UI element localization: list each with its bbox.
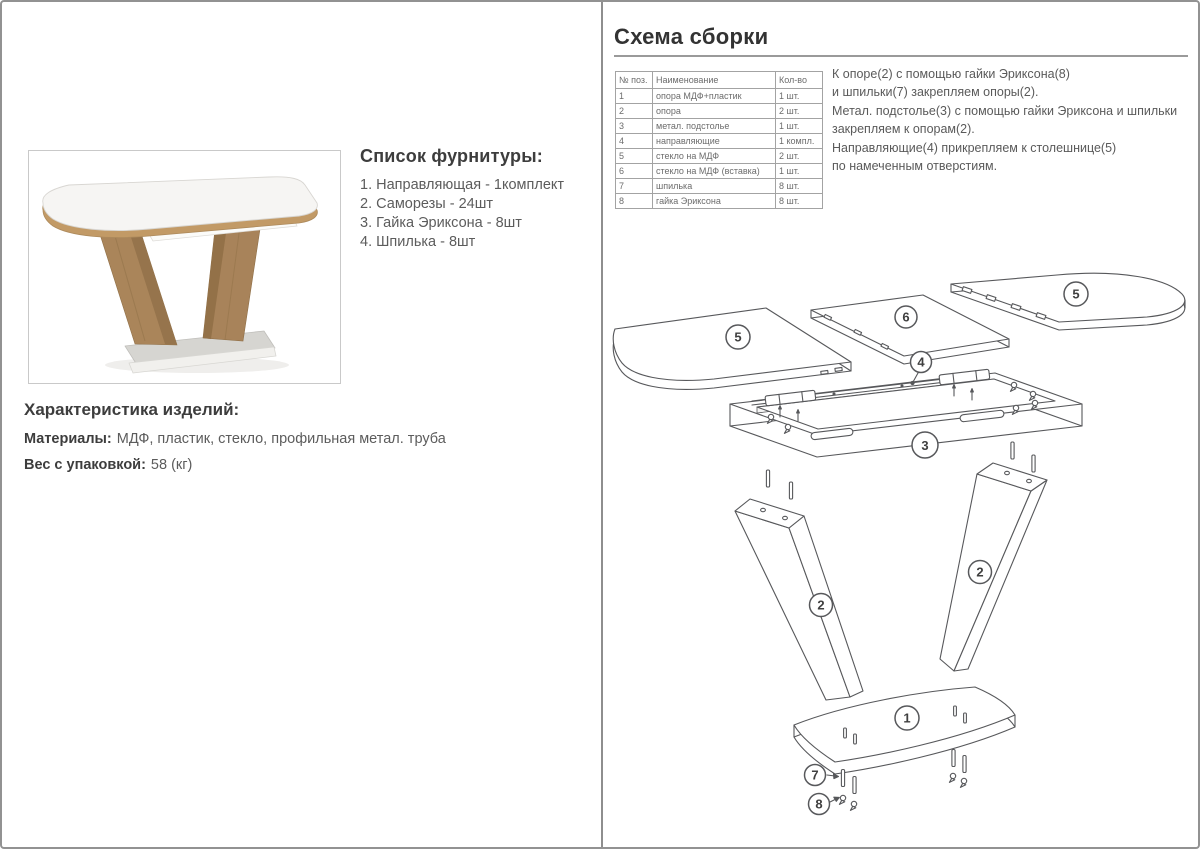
callout-3	[912, 432, 938, 458]
instruction-line: Направляющие(4) прикрепляем к столешнице(5)	[832, 140, 1117, 155]
parts-table	[615, 71, 823, 209]
cell-pos: 4	[616, 134, 653, 149]
callout-8	[809, 794, 830, 815]
parts-table-header-row	[616, 72, 823, 89]
instruction-line: и шпильки(7) закрепляем опоры(2).	[832, 85, 1039, 100]
leg-right	[940, 442, 1047, 671]
table-row	[616, 134, 823, 149]
page-title: Схема сборки	[614, 24, 769, 49]
cell-name: стекло на МДФ (вставка)	[653, 164, 776, 179]
table-row	[616, 194, 823, 209]
svg-text:2: 2	[817, 597, 825, 613]
hardware-list	[360, 146, 595, 252]
callout-5-left	[726, 325, 750, 349]
table-row	[616, 119, 823, 134]
svg-text:6: 6	[902, 309, 910, 325]
cell-name: опора	[653, 104, 776, 119]
cell-pos: 7	[616, 179, 653, 194]
callout-arrows	[827, 774, 839, 802]
header-pos: № поз.	[616, 72, 653, 89]
materials-label: Материалы:	[24, 431, 112, 447]
table-row	[616, 164, 823, 179]
cell-pos: 8	[616, 194, 653, 209]
cell-pos: 1	[616, 89, 653, 104]
cell-name: опора МДФ+пластик	[653, 89, 776, 104]
weight-value: 58 (кг)	[150, 457, 193, 473]
product-photo	[29, 151, 338, 381]
callout-2-right	[969, 561, 992, 584]
callout-5-right	[1064, 282, 1088, 306]
svg-text:1: 1	[903, 710, 911, 726]
tabletop-panel-insert	[811, 295, 1009, 364]
table-row	[616, 104, 823, 119]
cell-qty: 1 шт.	[776, 119, 823, 134]
callout-1	[895, 706, 919, 730]
header-qty: Кол-во	[776, 72, 823, 89]
cell-name: гайка Эриксона	[653, 194, 776, 209]
weight-line	[24, 457, 564, 473]
product-specs	[24, 400, 564, 483]
svg-text:5: 5	[734, 329, 742, 345]
instruction-line: Метал. подстолье(3) с помощью гайки Эриксона и шпильки	[832, 103, 1178, 118]
callout-6	[895, 306, 917, 328]
cell-name: метал. подстолье	[653, 119, 776, 134]
cell-qty: 2 шт.	[776, 149, 823, 164]
header-name: Наименование	[653, 72, 776, 89]
callout-2-left	[810, 594, 833, 617]
materials-value: МДФ, пластик, стекло, профильная метал. труба	[116, 431, 446, 447]
cell-name: направляющие	[653, 134, 776, 149]
instruction-line: К опоре(2) с помощью гайки Эриксона(8)	[832, 67, 1070, 81]
materials-line	[24, 431, 564, 447]
cell-pos: 2	[616, 104, 653, 119]
leg-left	[735, 470, 863, 700]
cell-name: шпилька	[653, 179, 776, 194]
cell-qty: 1 шт.	[776, 164, 823, 179]
hardware-item: 4. Шпилька - 8шт	[360, 234, 476, 250]
instruction-line: закрепляем к опорам(2).	[832, 122, 975, 137]
instruction-line: по намеченным отверстиям.	[832, 159, 998, 174]
weight-label: Вес с упаковкой:	[24, 457, 146, 473]
table-row	[616, 89, 823, 104]
table-row	[616, 149, 823, 164]
specs-title: Характеристика изделий:	[24, 400, 240, 419]
svg-text:5: 5	[1072, 286, 1080, 302]
svg-text:4: 4	[917, 354, 925, 370]
cell-qty: 1 шт.	[776, 89, 823, 104]
cell-qty: 1 компл.	[776, 134, 823, 149]
svg-text:2: 2	[976, 564, 984, 580]
callout-7	[805, 765, 826, 786]
hardware-item: 1. Направляющая - 1комплект	[360, 177, 565, 193]
cell-pos: 3	[616, 119, 653, 134]
assembly-diagram	[602, 247, 1200, 847]
svg-text:8: 8	[815, 796, 823, 812]
cell-pos: 5	[616, 149, 653, 164]
cell-qty: 8 шт.	[776, 194, 823, 209]
table-row	[616, 179, 823, 194]
cell-qty: 8 шт.	[776, 179, 823, 194]
hardware-list-title: Список фурнитуры:	[360, 146, 543, 166]
svg-text:7: 7	[811, 767, 819, 783]
underframe	[730, 369, 1082, 457]
hardware-item: 2. Саморезы - 24шт	[360, 196, 494, 212]
photo-leg-left	[97, 225, 177, 345]
product-photo-frame	[28, 150, 341, 384]
callout-4	[911, 352, 932, 373]
hardware-item: 3. Гайка Эриксона - 8шт	[360, 215, 522, 231]
assembly-instructions	[832, 65, 1197, 175]
svg-text:3: 3	[921, 438, 929, 453]
title-underline	[614, 55, 1188, 57]
cell-pos: 6	[616, 164, 653, 179]
cell-qty: 2 шт.	[776, 104, 823, 119]
cell-name: стекло на МДФ	[653, 149, 776, 164]
